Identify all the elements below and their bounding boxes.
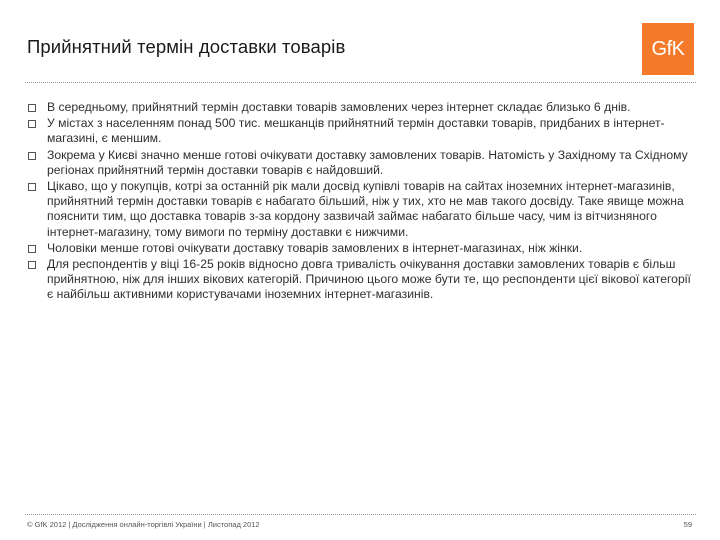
bullet-text: У містах з населенням понад 500 тис. мешканців прийнятний термін доставки товарів, придбаних в інтернет-магазині, є меншим. [47, 116, 665, 146]
bullet-item [28, 148, 693, 178]
page-number: 59 [683, 520, 692, 529]
logo-text: GfK [651, 37, 685, 60]
square-bullet-icon [28, 120, 36, 128]
footer-text: © GfK 2012 | Дослідження онлайн-торгівлі України | Листопад 2012 [27, 520, 260, 529]
bullet-text: В середньому, прийнятний термін доставки товарів замовлених через інтернет складає близько 6 днів. [47, 100, 631, 114]
bullet-item [28, 116, 693, 146]
square-bullet-icon [28, 183, 36, 191]
square-bullet-icon [28, 152, 36, 160]
square-bullet-icon [28, 104, 36, 112]
square-bullet-icon [28, 245, 36, 253]
gfk-logo [642, 23, 694, 75]
bullet-item [28, 179, 693, 240]
bullet-item [28, 257, 693, 303]
bullet-list [28, 100, 693, 304]
bullet-text: Цікаво, що у покупців, котрі за останній рік мали досвід купівлі товарів на сайтах іноземних інтернет-магазинів, прийнятний термін доставки товарів є набагато більший, ніж у тих, хто не мав такого досвіду. Таке явище можна пояснити тим, що доставка товарів з-за кордону зазвичай займає набагато більше часу, чим із вітчизняного інтернет-магазину, тому вимоги по терміну доставки є нижчими. [47, 179, 684, 239]
bullet-text: Для респондентів у віці 16-25 років відносно довга тривалість очікування доставки замовлених товарів є більш прийнятною, ніж для інших вікових категорій. Причиною цього може бути те, що респонденти цієї вікової категорії є найбільш активними користувачами іноземних інтернет-магазинів. [47, 257, 691, 302]
slide-title: Прийнятний термін доставки товарів [27, 36, 346, 57]
title-divider [25, 82, 696, 83]
footer-divider [25, 514, 696, 515]
bullet-item [28, 241, 693, 256]
bullet-text: Чоловіки менше готові очікувати доставку товарів замовлених в інтернет-магазинах, ніж жінки. [47, 240, 583, 255]
bullet-item [28, 100, 693, 115]
bullet-text: Зокрема у Києві значно менше готові очікувати доставку замовлених товарів. Натомість у Західному та Східному регіонах прийнятний термін доставки товарів є найдовший. [47, 147, 688, 177]
square-bullet-icon [28, 261, 36, 269]
